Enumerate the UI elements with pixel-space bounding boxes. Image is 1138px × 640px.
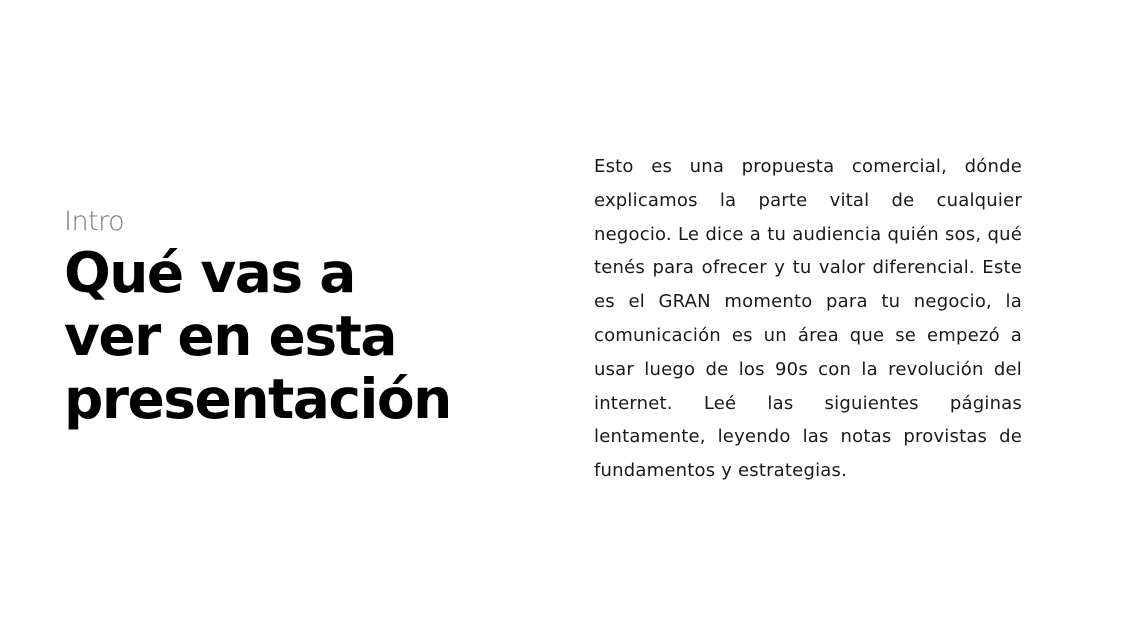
section-kicker: Intro	[64, 206, 125, 237]
page-title-line: presentación	[64, 367, 451, 431]
body-block	[594, 150, 1022, 488]
page-title-line: ver en esta	[64, 304, 396, 368]
page-title-line: Qué vas a	[64, 241, 355, 305]
page-title	[64, 242, 534, 431]
body-paragraph: Esto es una propuesta comercial, dónde explicamos la parte vital de cualquier negocio. Le dice a tu audiencia quién sos, qué tenés para ofrecer y tu valor diferencial. Este es el GRAN momento para tu negocio, la comunicación es un área que se empezó a usar luego de los 90s con la revolución del internet. Leé las siguientes páginas lentamente, leyendo las notas provistas de fundamentos y estrategias.	[594, 156, 1022, 482]
title-block	[64, 204, 534, 431]
